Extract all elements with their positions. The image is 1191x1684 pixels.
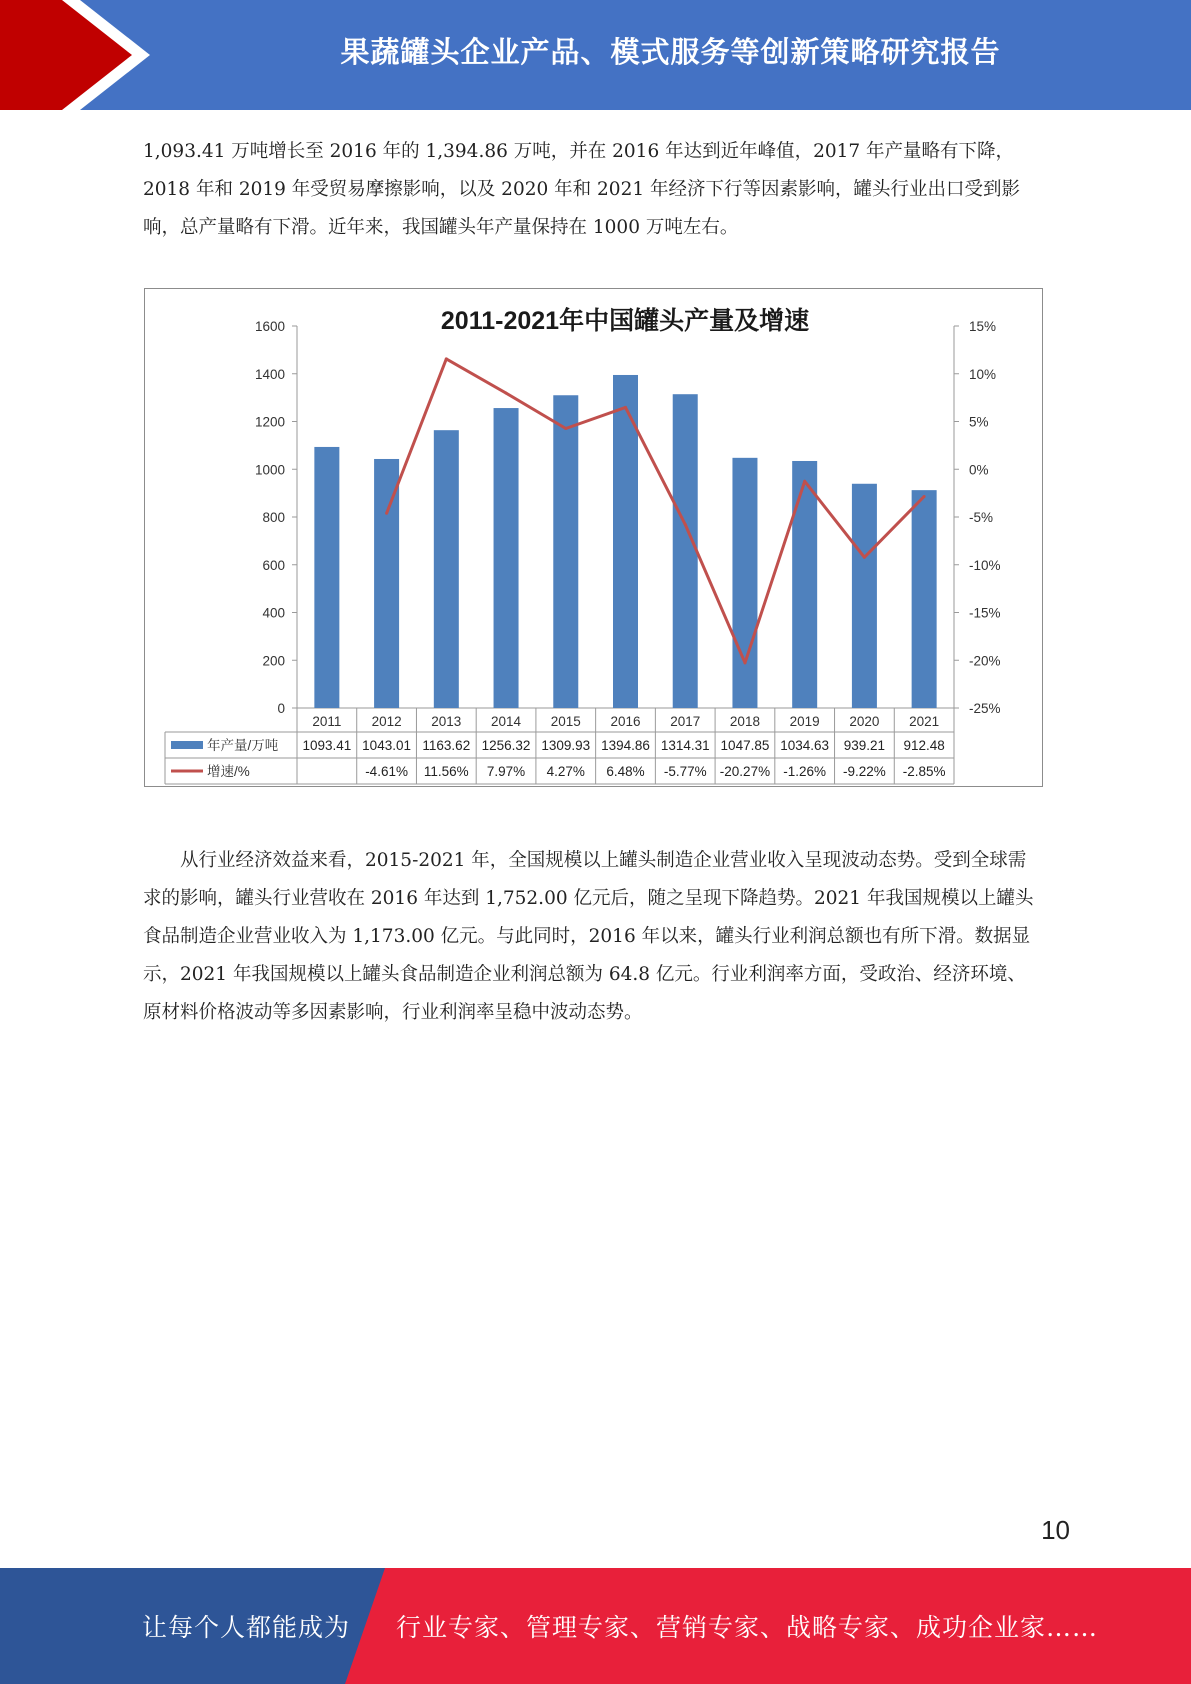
x-tick-label: 2015 <box>550 714 581 729</box>
legend-bar-swatch <box>171 741 203 749</box>
bar-2015 <box>553 395 578 708</box>
x-tick-label: 2017 <box>670 714 701 729</box>
data-label-growth: -4.61% <box>365 764 408 779</box>
footer-slogan-right: 行业专家、管理专家、营销专家、战略专家、成功企业家…… <box>396 1613 1099 1642</box>
y-right-tick-label: -10% <box>969 557 1001 573</box>
y-right-tick-label: -15% <box>969 605 1001 621</box>
growth-point-2020 <box>863 556 866 559</box>
report-title: 果蔬罐头企业产品、模式服务等创新策略研究报告 <box>340 34 1001 69</box>
x-tick-label: 2019 <box>789 714 820 729</box>
growth-point-2019 <box>803 480 806 483</box>
bar-2021 <box>912 490 937 708</box>
bar-2014 <box>494 408 519 708</box>
production-chart <box>144 288 1043 787</box>
x-tick-label: 2011 <box>312 714 342 729</box>
y-left-tick-label: 0 <box>277 701 285 716</box>
data-label-growth: -9.22% <box>843 764 886 779</box>
y-right-tick-label: 15% <box>969 319 997 334</box>
growth-point-2012 <box>385 512 388 515</box>
data-label-production: 1163.62 <box>422 738 471 753</box>
body-paragraph-1: 1,093.41 万吨增长至 2016 年的 1,394.86 万吨，并在 2016 年达到近年峰值，2017 年产量略有下降，2018 年和 2019 年受贸易摩擦影响，以及 2020 年和 2021 年经济下行等因素影响，罐头行业出口受到影响，总产量略有下滑。近年来，我国罐头年产量保持在 1000 万吨左右。 <box>143 141 1020 238</box>
data-label-production: 1309.93 <box>541 738 591 753</box>
y-right-tick-label: 5% <box>969 414 989 430</box>
x-tick-label: 2021 <box>909 714 940 729</box>
data-label-production: 1314.31 <box>660 738 710 753</box>
bar-2019 <box>792 461 817 708</box>
growth-line <box>387 359 925 663</box>
y-left-tick-label: 200 <box>262 653 285 669</box>
y-right-tick-label: -20% <box>969 653 1001 669</box>
bar-2017 <box>673 394 698 708</box>
y-right-tick-label: -25% <box>969 701 1001 716</box>
growth-point-2018 <box>743 661 746 664</box>
data-label-growth: 6.48% <box>606 764 645 779</box>
y-right-tick-label: 0% <box>969 462 989 478</box>
y-left-tick-label: 800 <box>262 510 285 525</box>
data-label-production: 1034.63 <box>780 738 830 753</box>
y-left-tick-label: 1000 <box>254 462 285 478</box>
y-left-tick-label: 1200 <box>254 414 285 430</box>
data-label-growth: -2.85% <box>902 764 946 779</box>
x-tick-label: 2012 <box>371 714 402 729</box>
bar-2020 <box>852 484 877 708</box>
growth-point-2014 <box>505 392 508 395</box>
y-left-tick-label: 600 <box>262 557 285 573</box>
y-right-tick-label: 10% <box>969 366 997 382</box>
data-label-production: 1394.86 <box>601 738 650 753</box>
y-right-tick-label: -5% <box>969 510 994 525</box>
x-tick-label: 2018 <box>729 714 760 729</box>
legend-line-label: 增速/% <box>207 764 250 779</box>
data-label-growth: -5.77% <box>663 764 707 779</box>
legend-bar-label: 年产量/万吨 <box>207 738 279 753</box>
data-label-production: 1256.32 <box>481 738 531 753</box>
footer-slogan-left: 让每个人都能成为 <box>142 1613 351 1642</box>
bar-2018 <box>732 458 757 708</box>
data-label-growth: -1.26% <box>783 764 827 779</box>
x-tick-label: 2020 <box>849 714 880 729</box>
data-label-production: 1093.41 <box>302 738 352 753</box>
x-tick-label: 2016 <box>610 714 641 729</box>
growth-point-2021 <box>923 495 926 498</box>
data-label-production: 939.21 <box>843 738 886 753</box>
data-label-growth: 4.27% <box>546 764 585 779</box>
data-label-production: 912.48 <box>903 738 945 753</box>
bar-2011 <box>314 447 339 708</box>
y-left-tick-label: 400 <box>262 605 285 621</box>
page-footer <box>0 1568 1191 1684</box>
x-tick-label: 2013 <box>431 714 462 729</box>
bar-2013 <box>434 430 459 708</box>
bar-2012 <box>374 459 399 708</box>
page-number: 10 <box>1041 1515 1070 1545</box>
growth-point-2015 <box>564 427 567 430</box>
growth-point-2013 <box>445 357 448 360</box>
data-label-growth: 11.56% <box>423 764 469 779</box>
x-tick-label: 2014 <box>491 714 522 729</box>
y-left-tick-label: 1600 <box>254 319 285 334</box>
chart-canvas <box>145 289 1044 788</box>
data-label-growth: 7.97% <box>486 764 526 779</box>
data-label-growth: -20.27% <box>719 764 771 779</box>
growth-point-2016 <box>624 406 627 409</box>
body-paragraph-2: 从行业经济效益来看，2015-2021 年，全国规模以上罐头制造企业营业收入呈现波动态势。受到全球需求的影响，罐头行业营收在 2016 年达到 1,752.00 亿元后，随之呈现下降趋势。2021 年我国规模以上罐头食品制造企业营业收入为 1,173.00 亿元。与此同时，2016 年以来，罐头行业利润总额也有所下滑。数据显示，2021 年我国规模以上罐头食品制造企业利润总额为 64.8 亿元。行业利润率方面，受政治、经济环境、原材料价格波动等多因素影响，行业利润率呈稳中波动态势。 <box>143 850 1034 1023</box>
chart-title: 2011-2021年中国罐头产量及增速 <box>440 307 810 335</box>
data-label-production: 1047.85 <box>720 738 770 753</box>
page-header <box>0 0 1191 110</box>
y-left-tick-label: 1400 <box>254 366 285 382</box>
growth-point-2017 <box>684 523 687 526</box>
data-label-production: 1043.01 <box>362 738 411 753</box>
